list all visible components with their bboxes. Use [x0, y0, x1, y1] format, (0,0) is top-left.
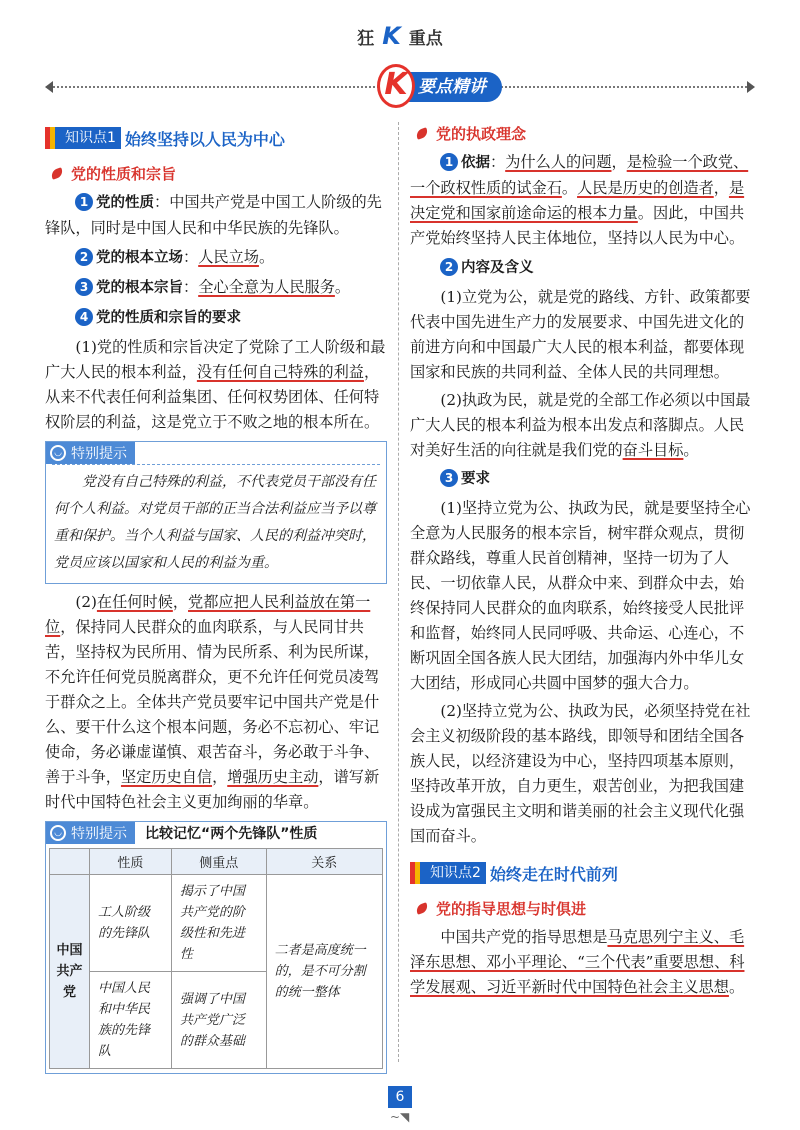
- table-header-row: [50, 849, 383, 875]
- underlined-text: 人民是历史的创造者: [577, 179, 714, 197]
- item-label: 要求: [461, 471, 490, 487]
- banner-k-logo: K: [377, 64, 415, 108]
- section-2-title: 党的执政理念: [436, 124, 527, 143]
- item-text: ：中国共产党是中国工人阶级的先锋队，同时是中国人民和中华民族的先锋队。: [45, 193, 382, 237]
- banner-title: 要点精讲: [418, 77, 486, 97]
- smiley-icon: ◡: [50, 825, 66, 841]
- table-corner: [50, 849, 90, 875]
- page-number: 6: [388, 1086, 412, 1108]
- underlined-text: 在任何时候: [96, 593, 173, 611]
- special-tip-2: [45, 821, 387, 1074]
- kp1-tag: 知识点1: [60, 127, 121, 149]
- knowledge-point-2-header: [410, 859, 755, 887]
- tip-badge: [46, 822, 135, 844]
- item-content-heading: [410, 255, 755, 281]
- smiley-icon: ◡: [50, 445, 66, 461]
- col-header-focus: 侧重点: [171, 849, 266, 875]
- item-label: 党的根本立场: [96, 250, 183, 266]
- number-badge: 2: [440, 258, 458, 276]
- number-badge: 3: [75, 278, 93, 296]
- tip-body: 党没有自己特殊的利益，不代表党员干部没有任何个人利益。对党员干部的正当合法利益应当予以尊重和保护。当个人利益与国家、人民的利益冲突时，党员应该以国家和人民的利益为重。: [54, 474, 376, 571]
- underlined-text: 坚定历史自信: [120, 768, 213, 786]
- item-label: 党的性质: [96, 195, 154, 211]
- underlined-text: 马克思列宁主义、毛泽东思想、邓小平理论、“三个代表”重要思想、科学发展观、习近平新时代中国特色社会主义思想: [410, 928, 745, 996]
- item-text: ，: [713, 179, 729, 197]
- item-text: 。: [334, 278, 351, 296]
- tip-header-text: 比较记忆“两个先锋队”性质: [145, 826, 318, 842]
- paragraph-text: (1)党的性质和宗旨决定了党除了工人阶级和最广大人民的根本利益，: [45, 338, 386, 381]
- item-label: 党的性质和宗旨的要求: [96, 310, 241, 326]
- section-3-title: 党的指导思想与时俱进: [436, 899, 587, 918]
- underlined-text: 全心全意为人民服务: [198, 278, 335, 296]
- arrow-right-icon: [747, 81, 755, 93]
- item-label: 依据: [461, 155, 490, 171]
- brand-left: 狂: [357, 29, 375, 49]
- tip-badge-label: 特别提示: [71, 446, 127, 462]
- paragraph-content-2: [410, 388, 755, 463]
- leaf-icon: [50, 167, 64, 180]
- col-header-nature: 性质: [90, 849, 172, 875]
- number-badge: 4: [75, 308, 93, 326]
- paragraph-2: [45, 590, 387, 815]
- item-text: ：: [490, 153, 506, 171]
- item-requirements-heading: [45, 305, 387, 331]
- number-badge: 1: [75, 193, 93, 211]
- paragraph-text: ，从来不代表任何利益集团、任何权势团体、任何特权阶层的利益，这是党立于不败之地的根本所在。: [45, 363, 380, 431]
- item-requirements-heading-2: [410, 466, 755, 492]
- paragraph-text: 。: [683, 441, 699, 459]
- paragraph-text: ，谱写新时代中国特色社会主义更加绚丽的华章。: [45, 768, 380, 811]
- tip-header: [46, 822, 386, 844]
- item-text: 。: [258, 248, 275, 266]
- book-icon: [45, 127, 60, 149]
- number-badge: 2: [75, 248, 93, 266]
- paragraph-text: ，: [212, 768, 228, 786]
- table-cell: 工人阶级的先锋队: [90, 875, 172, 972]
- section-3-heading: [416, 897, 755, 919]
- paragraph-text: (2)执政为民，就是党的全部工作必须以中国最广大人民的根本利益为根本出发点和落脚点。人民对美好生活的向往就是我们党的: [410, 391, 751, 459]
- underlined-text: 人民立场: [198, 248, 259, 266]
- column-divider: [398, 122, 399, 1062]
- underlined-text: 是决定党和国家前途命运的根本力量: [410, 179, 745, 222]
- brand-right: 重点: [408, 29, 443, 49]
- arrow-left-icon: [45, 81, 53, 93]
- table-cell: 揭示了中国共产党的阶级性和先进性: [171, 875, 266, 972]
- item-party-nature: [45, 190, 387, 241]
- kp2-tag: 知识点2: [425, 862, 486, 884]
- special-tip-1: [45, 441, 387, 584]
- number-badge: 1: [440, 153, 458, 171]
- table-cell-relation: 二者是高度统一的，是不可分割的统一整体: [266, 875, 382, 1069]
- item-text: ：: [183, 248, 199, 266]
- section-1-heading: [51, 162, 387, 184]
- leaf-icon: [415, 902, 429, 915]
- brand-k-logo: K: [382, 22, 401, 50]
- item-party-stance: [45, 245, 387, 271]
- paragraph-text: ，: [172, 593, 189, 611]
- paragraph-guiding-thought: [410, 925, 755, 1000]
- item-text: 。: [561, 179, 578, 197]
- paragraph-requirement-1: (1)坚持立党为公、执政为民，就是要坚持全心全意为人民服务的根本宗旨，树牢群众观点，贯彻群众路线，尊重人民首创精神，坚持一切为了人民、一切依靠人民，从群众中来、到群众中去，始终保持同人民群众的血肉联系，始终接受人民批评和监督，始终同人民同呼吸、共命运、心连心，不断巩固全国各族人民大团结，加强海内外中华儿女大团结，形成同心共圆中国梦的强大合力。: [410, 499, 751, 692]
- paragraph-text: 。: [728, 978, 745, 996]
- bird-decoration-icon: ~◥: [390, 1110, 410, 1124]
- section-1-title: 党的性质和宗旨: [71, 164, 177, 183]
- item-text: ：: [183, 278, 199, 296]
- underlined-text: 奋斗目标: [622, 441, 684, 459]
- section-banner: [45, 67, 755, 104]
- col-header-relation: 关系: [266, 849, 382, 875]
- paragraph-text: ，保持同人民群众的血肉联系，与人民同甘共苦，坚持权为民所用、情为民所系、利为民所谋，不允许任何党员脱离群众，更不允许任何党员凌驾于群众之上。全体共产党员要牢记中国共产党是什么、要干什么这个根本问题，务必不忘初心、牢记使命，务必谦虚谨慎、艰苦奋斗，务必敢于斗争、善于斗争，: [45, 618, 380, 786]
- paragraph-text: (2): [75, 593, 97, 611]
- knowledge-point-1-header: [45, 124, 387, 152]
- item-party-purpose: [45, 275, 387, 301]
- comparison-table: [49, 848, 383, 1069]
- book-icon: [410, 862, 425, 884]
- underlined-text: 没有任何自己特殊的利益: [196, 363, 364, 381]
- item-text: 。因此，中国共产党始终坚持人民主体地位，坚持以人民为中心。: [410, 204, 745, 247]
- underlined-text: 增强历史主动: [227, 768, 319, 786]
- item-text: ，: [611, 153, 627, 171]
- paragraph-content-1: (1)立党为公，就是党的路线、方针、政策都要代表中国先进生产力的发展要求、中国先进文化的前进方向和中国最广大人民的根本利益，都要体现国家和民族的共同利益、全体人民的共同理想。: [410, 288, 751, 381]
- tip-badge: [46, 442, 135, 464]
- underlined-text: 是检验一个政党、一个政权性质的试金石: [410, 153, 749, 197]
- number-badge: 3: [440, 469, 458, 487]
- paragraph-text: 中国共产党的指导思想是: [440, 928, 608, 946]
- table-cell: 中国人民和中华民族的先锋队: [90, 972, 172, 1069]
- right-column: [410, 122, 755, 1003]
- paragraph-1: [45, 335, 387, 435]
- underlined-text: 党都应把人民利益放在第一位: [45, 593, 371, 636]
- item-basis: [410, 150, 755, 251]
- underlined-text: 为什么人的问题: [505, 153, 612, 171]
- item-label: 内容及含义: [461, 260, 534, 276]
- leaf-icon: [415, 127, 429, 140]
- kp2-title: 始终走在时代前列: [489, 864, 618, 884]
- table-cell: 强调了中国共产党广泛的群众基础: [171, 972, 266, 1069]
- section-2-heading: [416, 122, 755, 144]
- item-label: 党的根本宗旨: [96, 280, 183, 296]
- brand-title: [0, 22, 800, 50]
- tip-header: [46, 442, 386, 464]
- tip-badge-label: 特别提示: [71, 826, 127, 842]
- paragraph-requirement-2: (2)坚持立党为公、执政为民，必须坚持党在社会主义初级阶段的基本路线，即领导和团结全国各族人民，以经济建设为中心，坚持四项基本原则，坚持改革开放，自力更生，艰苦创业，为把我国建设成为富强民主文明和谐美丽的社会主义现代化强国而奋斗。: [410, 702, 751, 845]
- row-header: 中国共产党: [50, 875, 90, 1069]
- table-row: [50, 875, 383, 972]
- left-column: [45, 122, 387, 1080]
- kp1-title: 始终坚持以人民为中心: [124, 129, 285, 149]
